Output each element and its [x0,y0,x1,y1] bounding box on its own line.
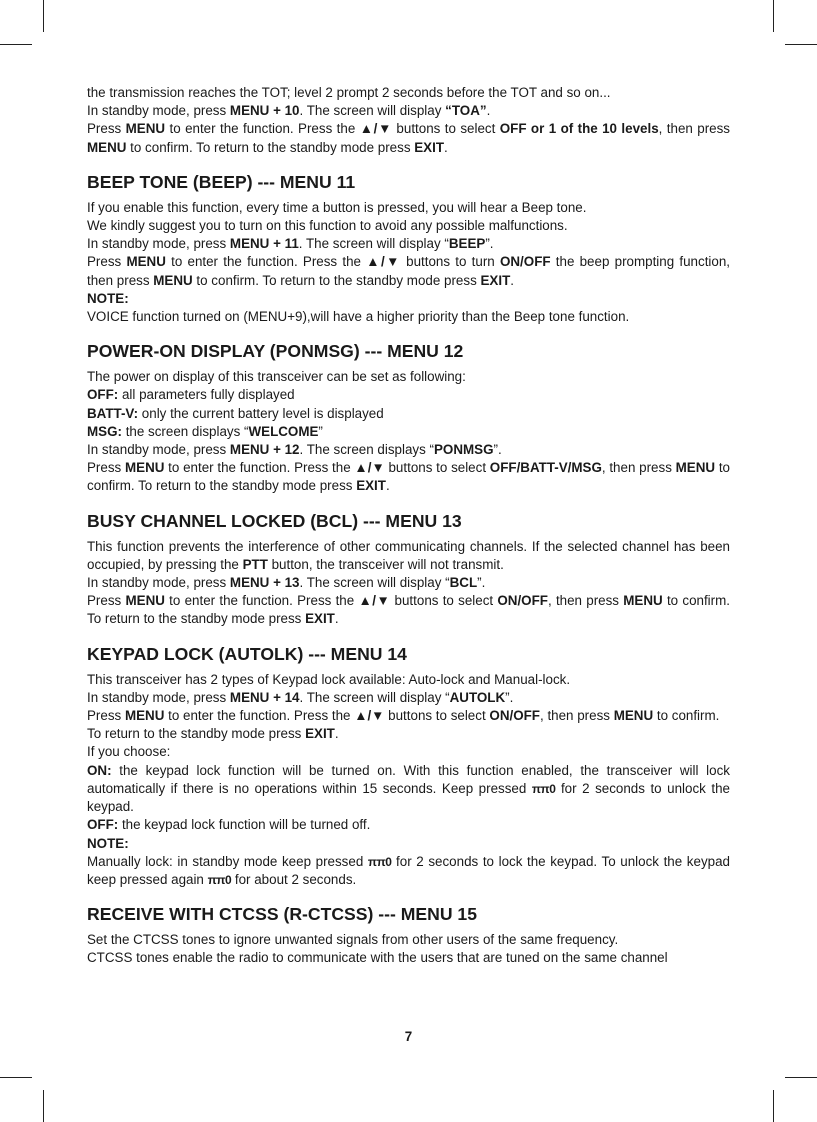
beep-line: If you enable this function, every time a button is pressed, you will hear a Beep tone. [87,199,587,215]
autolk-option-on: ON: the keypad lock function will be turned on. With this function enabled, the transceiver will lock automatically if there is no operations within 15 seconds. Keep pressed ππ0 for 2 seconds to unlock the keypad. [87,762,730,815]
ponmsg-option-off: OFF: all parameters fully displayed [87,387,295,403]
beep-note-text: VOICE function turned on (MENU+9),will have a higher priority than the Beep tone function. [87,309,630,325]
bcl-press-line: Press MENU to enter the function. Press the ▲/▼ buttons to select ON/OFF, then press MENU to confirm. To return to the standby mode press EXIT. [87,593,730,627]
beep-line: We kindly suggest you to turn on this function to avoid any possible malfunctions. [87,218,568,234]
autolk-option-off: OFF: the keypad lock function will be turned off. [87,817,371,833]
autolk-return-line: To return to the standby mode press EXIT. [87,726,339,742]
page-number: 7 [404,1029,413,1044]
ponmsg-option-batt: BATT-V: only the current battery level is displayed [87,405,384,421]
rctcss-line: Set the CTCSS tones to ignore unwanted signals from other users of the same frequency. [87,932,619,948]
autolk-standby-line: In standby mode, press MENU + 14. The screen will display “AUTOLK”. [87,689,514,705]
beep-press-line: Press MENU to enter the function. Press the ▲/▼ buttons to turn ON/OFF the beep prompting function, then press MENU to confirm. To return to the standby mode press EXIT. [87,254,731,288]
bcl-standby-line: In standby mode, press MENU + 13. The screen will display “BCL”. [87,575,486,591]
crop-mark [0,1077,32,1078]
crop-mark [773,0,774,32]
crop-mark [785,1077,817,1078]
autolk-press-line: Press MENU to enter the function. Press the ▲/▼ buttons to select ON/OFF, then press MENU to confirm. [87,708,720,724]
section-title-bcl: BUSY CHANNEL LOCKED (BCL) --- MENU 13 [87,510,462,531]
beep-note-label: NOTE: [87,290,129,306]
section-title-rctcss: RECEIVE WITH CTCSS (R-CTCSS) --- MENU 15 [87,904,478,925]
keypad-lock-key-icon: ππ0 [367,854,392,869]
ponmsg-press-line: Press MENU to enter the function. Press the ▲/▼ buttons to select OFF/BATT-V/MSG, then press MENU to confirm. To return to the standby mode press EXIT. [87,460,730,494]
keypad-lock-key-icon: ππ0 [531,781,556,796]
intro-press-line: Press MENU to enter the function. Press the ▲/▼ buttons to select OFF or 1 of the 10 levels, then press MENU to confirm. To return to the standby mode press EXIT. [87,121,731,155]
crop-mark [785,44,817,45]
autolk-line: This transceiver has 2 types of Keypad lock available: Auto-lock and Manual-lock. [87,671,571,687]
ponmsg-option-msg: MSG: the screen displays “WELCOME” [87,423,323,439]
crop-mark [0,44,32,45]
ponmsg-standby-line: In standby mode, press MENU + 12. The screen displays “PONMSG”. [87,442,502,458]
ponmsg-line: The power on display of this transceiver can be set as following: [87,369,466,385]
keypad-lock-key-icon: ππ0 [207,872,232,887]
section-title-autolk: KEYPAD LOCK (AUTOLK) --- MENU 14 [87,643,407,664]
autolk-note-label: NOTE: [87,835,129,851]
crop-mark [43,0,44,32]
crop-mark [773,1090,774,1122]
autolk-note-text: Manually lock: in standby mode keep pressed ππ0 for 2 seconds to lock the keypad. To unlock the keypad keep pressed again ππ0 for about 2 seconds. [87,853,730,889]
crop-mark [43,1090,44,1122]
beep-standby-line: In standby mode, press MENU + 11. The screen will display “BEEP”. [87,236,494,252]
rctcss-line: CTCSS tones enable the radio to communicate with the users that are tuned on the same channel [87,950,668,966]
bcl-description: This function prevents the interference of other communicating channels. If the selected channel has been occupied, by pressing the PTT button, the transceiver will not transmit. [87,538,730,572]
autolk-choose-line: If you choose: [87,744,171,760]
page-content [87,84,730,968]
section-title-ponmsg: POWER-ON DISPLAY (PONMSG) --- MENU 12 [87,341,464,362]
intro-standby-line: In standby mode, press MENU + 10. The screen will display “TOA”. [87,103,491,119]
section-title-beep: BEEP TONE (BEEP) --- MENU 11 [87,171,356,192]
intro-line: the transmission reaches the TOT; level 2 prompt 2 seconds before the TOT and so on... [87,85,611,100]
